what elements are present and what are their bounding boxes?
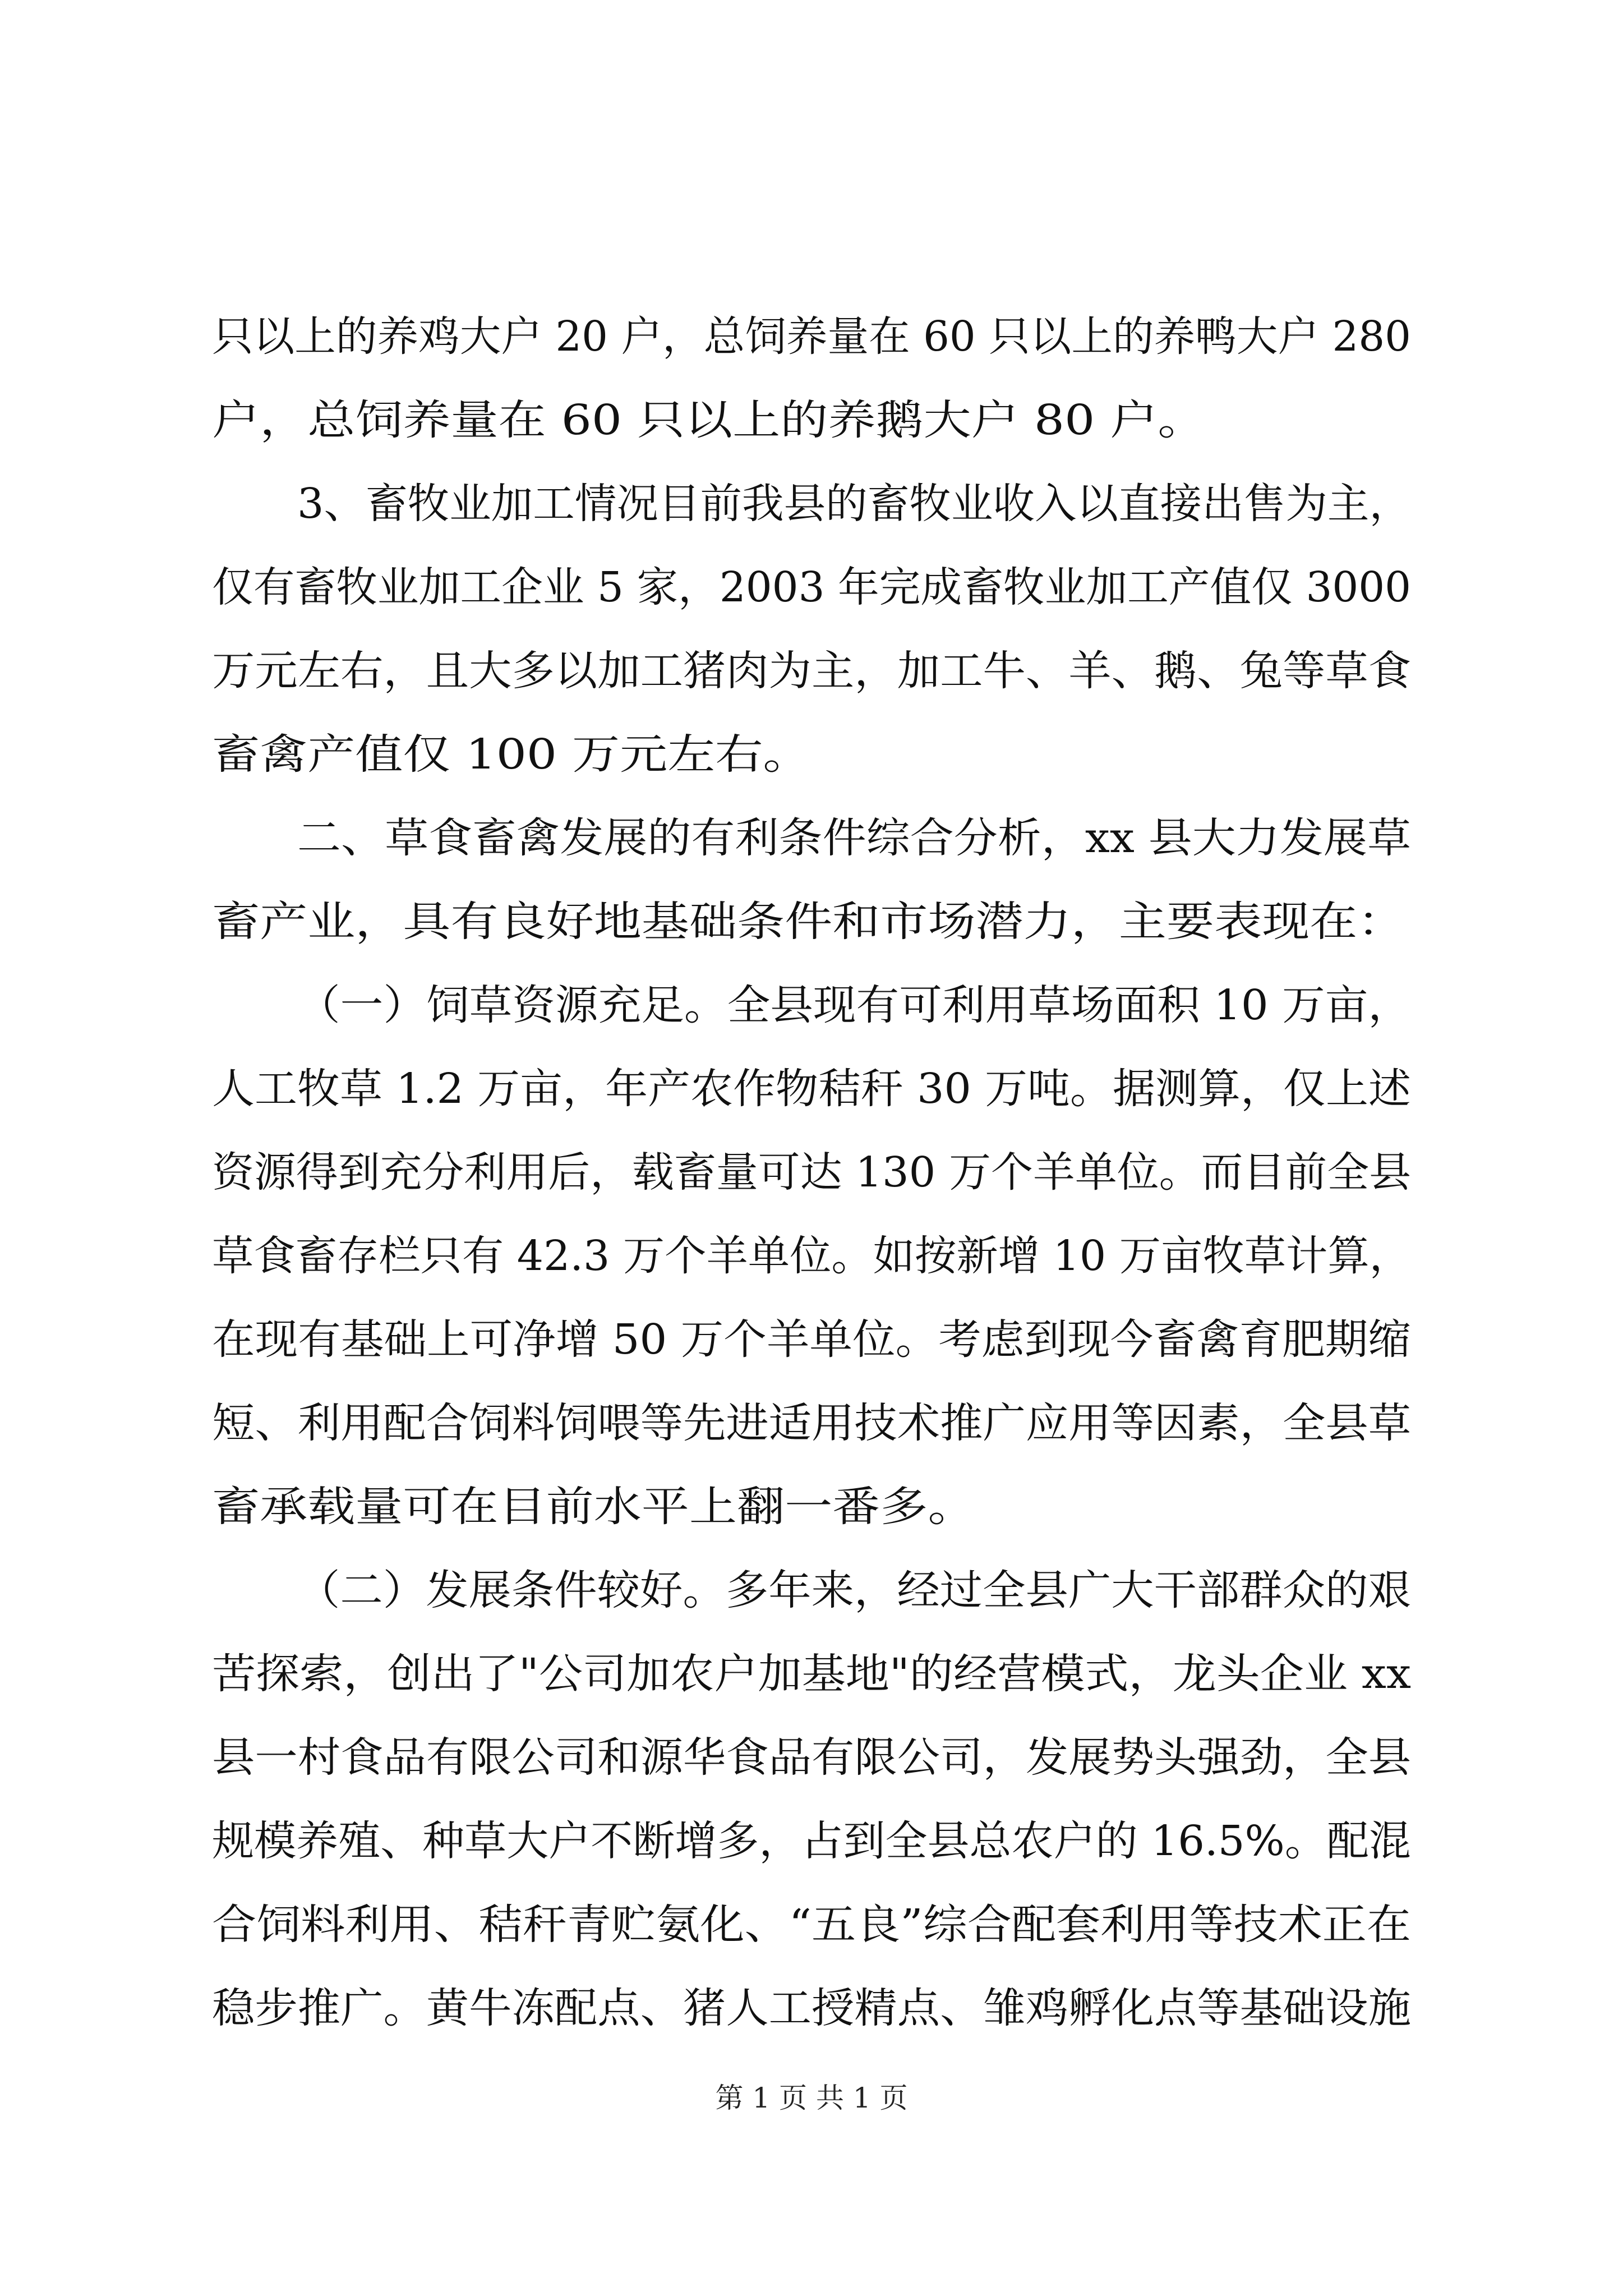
text-line-content: 人工牧草 1.2 万亩，年产农作物秸秆 30 万吨。据测算，仅上述 — [212, 1065, 1411, 1113]
text-line — [0, 626, 1623, 716]
text-line-content: 仅有畜牧业加工企业 5 家，2003 年完成畜牧业加工产值仅 3000 — [212, 563, 1412, 611]
text-line — [0, 1963, 1623, 2053]
text-line-content: 规模养殖、种草大户不断增多，占到全县总农户的 16.5%。配混 — [212, 1817, 1411, 1865]
text-line-content: 短、利用配合饲料饲喂等先进适用技术推广应用等因素，全县草 — [212, 1399, 1412, 1447]
text-line-content: 稳步推广。黄牛冻配点、猪人工授精点、雏鸡孵化点等基础设施 — [212, 1984, 1412, 2032]
text-line-content: 在现有基础上可净增 50 万个羊单位。考虑到现今畜禽育肥期缩 — [212, 1315, 1411, 1364]
text-line-content: 畜禽产值仅 100 万元左右。 — [212, 730, 811, 779]
text-line — [0, 793, 1623, 883]
text-line-content: 3、畜牧业加工情况目前我县的畜牧业收入以直接出售为主， — [297, 480, 1412, 528]
text-line-content: （二）发展条件较好。多年来，经过全县广大干部群众的艰 — [297, 1566, 1411, 1614]
text-line-content: 资源得到充分利用后，载畜量可达 130 万个羊单位。而目前全县 — [212, 1148, 1412, 1197]
text-line — [0, 1211, 1623, 1301]
text-line-content: 畜承载量可在目前水平上翻一番多。 — [212, 1483, 976, 1531]
text-line — [0, 1295, 1623, 1384]
text-line — [0, 1462, 1623, 1552]
text-line-content: 畜产业，具有良好地基础条件和市场潜力，主要表现在： — [212, 898, 1405, 946]
text-line — [0, 459, 1623, 549]
text-line — [0, 1128, 1623, 1217]
text-line — [0, 1796, 1623, 1886]
text-line — [0, 960, 1623, 1050]
text-line — [0, 1880, 1623, 1970]
text-line — [0, 292, 1623, 381]
text-line — [0, 1629, 1623, 1719]
text-line — [0, 710, 1623, 799]
page-number-label: 第 1 页 共 1 页 — [715, 2082, 908, 2114]
text-line-content: 县一村食品有限公司和源华食品有限公司，发展势头强劲，全县 — [212, 1733, 1412, 1782]
text-line — [0, 877, 1623, 967]
text-line-content: 合饲料利用、秸秆青贮氨化、“五良”综合配套利用等技术正在 — [212, 1901, 1412, 1949]
text-line — [0, 542, 1623, 632]
page-footer — [0, 2076, 1623, 2120]
text-line — [0, 1713, 1623, 1802]
text-line-content: （一）饲草资源充足。全县现有可利用草场面积 10 万亩， — [297, 981, 1412, 1029]
text-line-content: 只以上的养鸡大户 20 户，总饲养量在 60 只以上的养鸭大户 280 — [212, 312, 1412, 361]
text-line — [0, 375, 1623, 465]
text-line — [0, 1044, 1623, 1134]
text-line-content: 二、草食畜禽发展的有利条件综合分析，xx 县大力发展草 — [297, 814, 1411, 862]
text-line-content: 万元左右，且大多以加工猪肉为主，加工牛、羊、鹅、兔等草食 — [212, 647, 1412, 695]
text-line — [0, 1378, 1623, 1468]
text-line-content: 苦探索，创出了"公司加农户加基地"的经营模式，龙头企业 xx — [212, 1650, 1412, 1698]
text-line-content: 户，总饲养量在 60 只以上的养鹅大户 80 户。 — [212, 396, 1206, 444]
text-line-content: 草食畜存栏只有 42.3 万个羊单位。如按新增 10 万亩牧草计算， — [212, 1232, 1411, 1280]
text-line — [0, 1545, 1623, 1635]
